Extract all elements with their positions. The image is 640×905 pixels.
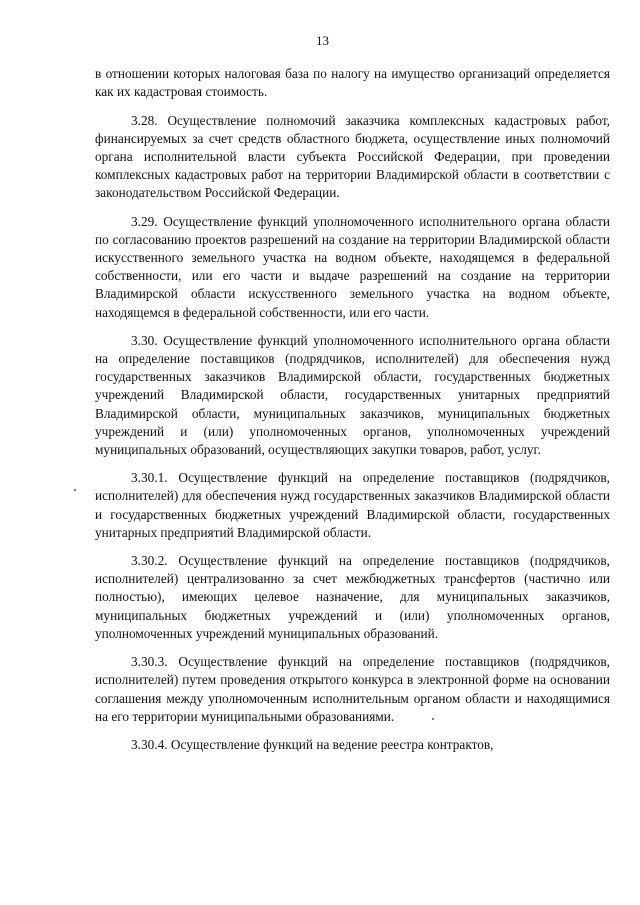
paragraph-3-30-3: 3.30.3. Осуществление функций на определение поставщиков (подрядчиков, исполнителей) путем проведения открытого конкурса в электронной форме на основании соглашения между уполномоченным исполнительным органом области и находящимися на его территории муниципальными образованиями. xyxy=(95,654,610,724)
paragraph-3-29: 3.29. Осуществление функций уполномоченного исполнительного органа области по согласованию проектов разрешений на создание на территории Владимирской области искусственного земельного участка на водном объекте, находящемся в федеральной собственности, или его части и выдаче разрешений на создание на территории Владимирской области искусственного земельного участка на водном объекте, находящемся в федеральной собственности, или его части. xyxy=(95,213,610,320)
paragraph-3-30-1: 3.30.1. Осуществление функций на определение поставщиков (подрядчиков, исполнителей) для обеспечения нужд государственных заказчиков Владимирской области и государственных бюджетных учреждений Владимирской области, государственных унитарных предприятий Владимирской области. xyxy=(95,470,610,540)
paragraph-continuation: в отношении которых налоговая база по налогу на имущество организаций определяется как их кадастровая стоимость. xyxy=(95,66,610,100)
paragraph-3-28: 3.28. Осуществление полномочий заказчика комплексных кадастровых работ, финансируемых за счет средств областного бюджета, осуществление иных полномочий органа исполнительной власти субъекта Российской Федерации, при проведении комплексных кадастровых работ на территории Владимирской области в соответствии с законодательством Российской Федерации. xyxy=(95,112,610,201)
paragraph-3-30-4: 3.30.4. Осуществление функций на ведение реестра контрактов, xyxy=(131,736,494,752)
scan-speck xyxy=(432,718,434,720)
page-number: 13 xyxy=(316,33,329,48)
paragraph-3-30: 3.30. Осуществление функций уполномоченного исполнительного органа области на определение поставщиков (подрядчиков, исполнителей) для обеспечения нужд государственных заказчиков Владимирской области, государственных бюджетных учреждений Владимирской области, государственных унитарных предприятий Владимирской области, муниципальных заказчиков, муниципальных бюджетных учреждений и (или) уполномоченных органов, уполномоченных учреждений муниципальных образований, осуществляющих закупки товаров, работ, услуг. xyxy=(95,332,610,458)
scan-speck xyxy=(74,489,76,491)
paragraph-3-30-2: 3.30.2. Осуществление функций на определение поставщиков (подрядчиков, исполнителей) централизованно за счет межбюджетных трансфертов (частично или полностью), имеющих целевое назначение, для муниципальных заказчиков, муниципальных бюджетных учреждений и (или) уполномоченных органов, уполномоченных учреждений муниципальных образований. xyxy=(95,553,610,641)
